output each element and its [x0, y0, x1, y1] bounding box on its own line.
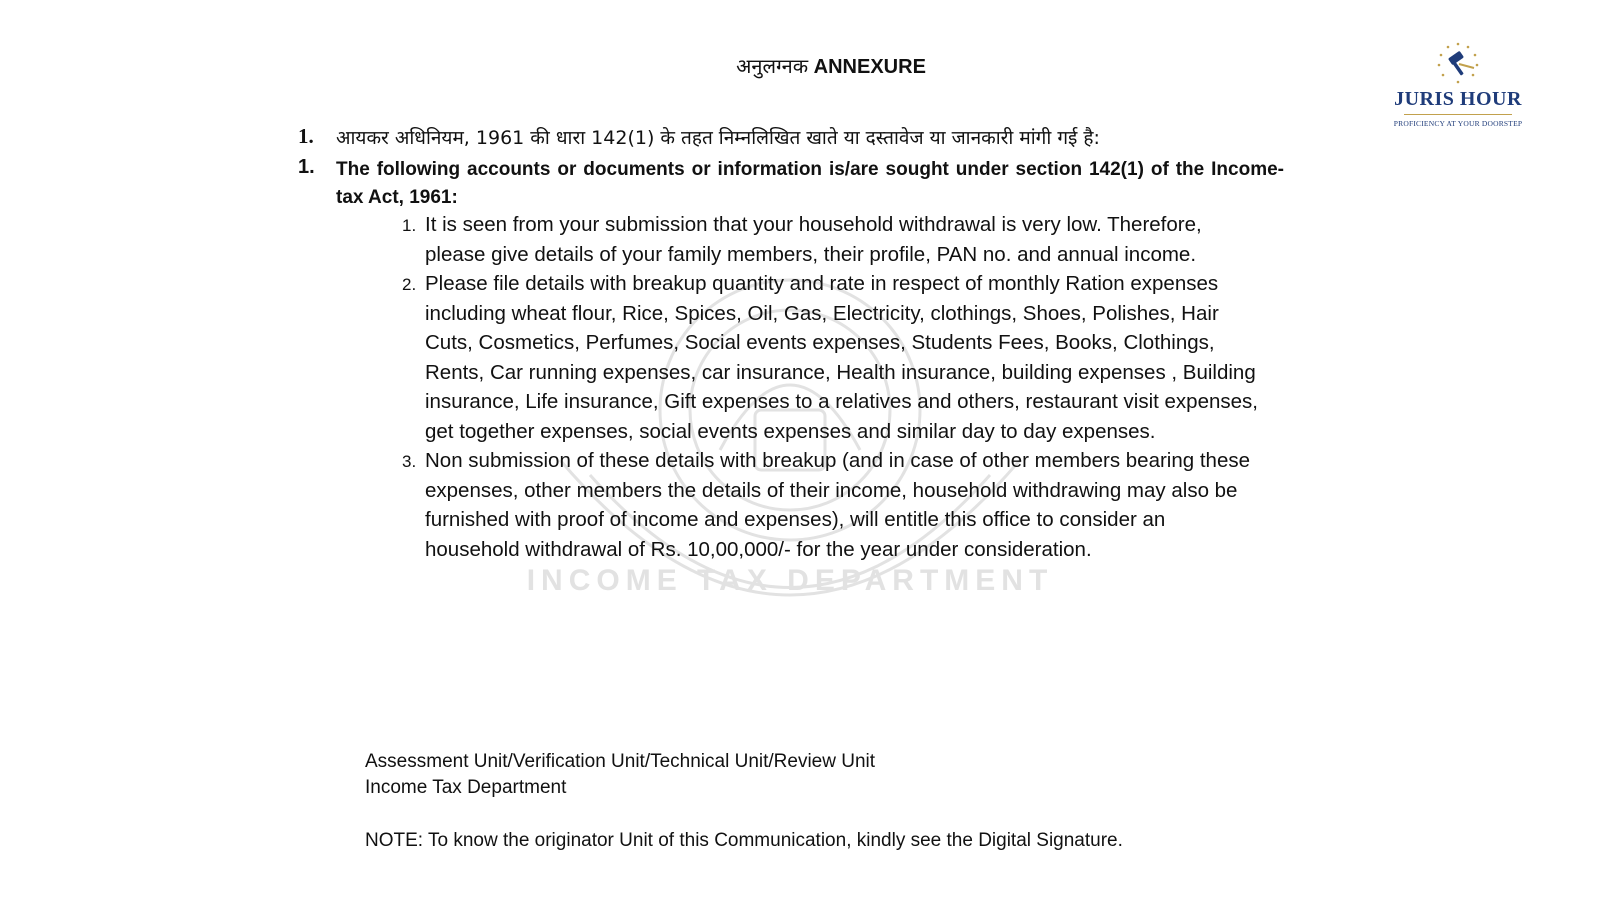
logo-divider: [1404, 114, 1512, 115]
list-item-text: It is seen from your submission that your household withdrawal is very low. Therefore, please give details of your family members, their profile, PAN no. and annual income.: [425, 213, 1202, 266]
title-english: ANNEXURE: [813, 56, 926, 78]
list-item: [400, 269, 1260, 446]
logo-name: JURIS HOUR: [1394, 88, 1522, 110]
item-number-hindi: 1.: [298, 124, 314, 148]
item-text-hindi: आयकर अधिनियम, 1961 की धारा 142(1) के तहत निम्नलिखित खाते या दस्तावेज या जानकारी मांगी गई है:: [336, 127, 1100, 149]
list-item: [400, 210, 1260, 269]
footer-unit: Assessment Unit/Verification Unit/Technical Unit/Review Unit: [365, 751, 876, 772]
page-title: [0, 52, 1600, 79]
footer-note: NOTE: To know the originator Unit of this Communication, kindly see the Digital Signature.: [365, 830, 1123, 851]
item-text-english: The following accounts or documents or information is/are sought under section 142(1) of the Income-tax Act, 1961:: [336, 159, 1284, 208]
list-item: [400, 446, 1260, 564]
footer-department: Income Tax Department: [365, 777, 567, 798]
watermark-text: INCOME TAX DEPARTMENT: [526, 564, 1054, 597]
list-item-text: Non submission of these details with breakup (and in case of other members bearing these expenses, other members the details of their income, household withdrawing may also be furnished with proof of income and expenses), will entitle this office to consider an household withdrawal of Rs. 10,00,000/- for the year under consideration.: [425, 449, 1251, 561]
title-hindi: अनुलग्नक: [736, 56, 809, 78]
list-item-number: 3.: [402, 452, 417, 471]
item-number-english: 1.: [298, 156, 315, 178]
list-item-text: Please file details with breakup quantity and rate in respect of monthly Ration expenses including wheat flour, Rice, Spices, Oil, Gas, Electricity, clothings, Shoes, Polishes, Hair Cuts, Cosmetics, Perfumes, Social events expenses, Students Fees, Books, Clothings, Rents, Car running expenses, car insurance, Health insurance, building expenses , Building insurance, Life insurance, Gift expenses to a relatives and others, restaurant visit expenses, get together expenses, social events expenses and similar day to day expenses.: [425, 272, 1258, 443]
list-item-number: 2.: [402, 275, 417, 294]
requirements-list: [400, 210, 1260, 564]
list-item-number: 1.: [402, 216, 417, 235]
logo-tagline: PROFICIENCY AT YOUR DOORSTEP: [1393, 119, 1523, 128]
